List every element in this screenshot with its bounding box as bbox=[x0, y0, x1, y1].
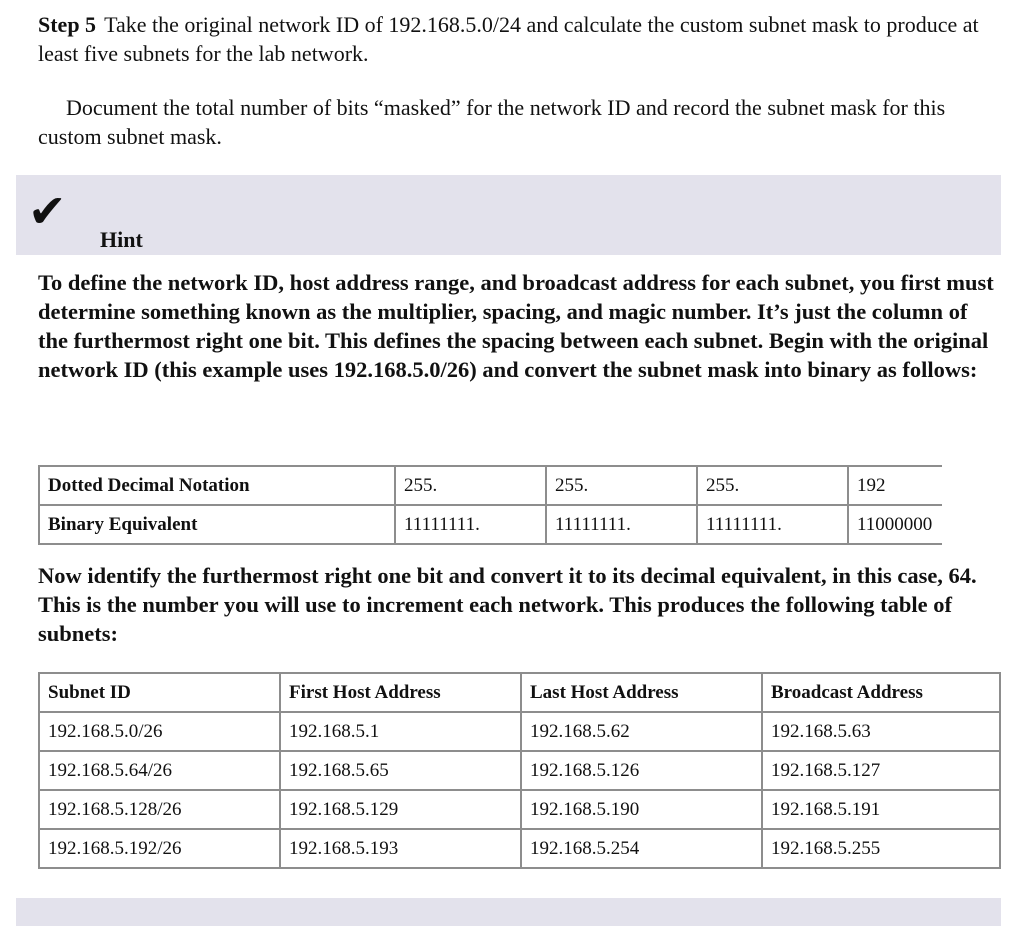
first-host-cell: 192.168.5.1 bbox=[280, 712, 521, 751]
first-host-cell: 192.168.5.193 bbox=[280, 829, 521, 868]
subnet-id-cell: 192.168.5.64/26 bbox=[39, 751, 280, 790]
broadcast-cell: 192.168.5.255 bbox=[762, 829, 1000, 868]
hint-text: To define the network ID, host address range, and broadcast address for each subnet, you first must determine something known as the multiplier, spacing, and magic number. It’s just the column of the furthermost right one bit. This defines the spacing between each subnet. Begin with the original network ID (this example uses 192.168.5.0/26) and convert the subnet mask into binary as follows: bbox=[38, 270, 994, 382]
table-row bbox=[39, 829, 1000, 868]
subnet-id-cell: 192.168.5.0/26 bbox=[39, 712, 280, 751]
hint-label: Hint bbox=[100, 227, 143, 252]
column-header: Last Host Address bbox=[521, 673, 762, 712]
last-host-cell: 192.168.5.254 bbox=[521, 829, 762, 868]
subnets-table bbox=[38, 672, 1001, 869]
row-label: Dotted Decimal Notation bbox=[39, 466, 395, 505]
step-text: Take the original network ID of 192.168.5.0/24 and calculate the custom subnet mask to produce at least five subnets for the lab network. bbox=[38, 12, 979, 66]
column-header: Broadcast Address bbox=[762, 673, 1000, 712]
subnet-id-cell: 192.168.5.192/26 bbox=[39, 829, 280, 868]
broadcast-cell: 192.168.5.63 bbox=[762, 712, 1000, 751]
row-label: Binary Equivalent bbox=[39, 505, 395, 544]
broadcast-cell: 192.168.5.191 bbox=[762, 790, 1000, 829]
document-instruction: Document the total number of bits “masked” for the network ID and record the subnet mask for this custom subnet mask. bbox=[38, 95, 946, 149]
step-5-instruction bbox=[38, 10, 998, 68]
table-row bbox=[39, 712, 1000, 751]
subnet-id-cell: 192.168.5.128/26 bbox=[39, 790, 280, 829]
bottom-banner bbox=[16, 898, 1001, 926]
octet-cell: 255. bbox=[546, 466, 697, 505]
last-host-cell: 192.168.5.62 bbox=[521, 712, 762, 751]
octet-cell: 255. bbox=[395, 466, 546, 505]
octet-cell: 192 bbox=[848, 466, 942, 505]
first-host-cell: 192.168.5.129 bbox=[280, 790, 521, 829]
octet-cell: 11111111. bbox=[546, 505, 697, 544]
table-header-row bbox=[39, 673, 1000, 712]
increment-text: Now identify the furthermost right one bit and convert it to its decimal equivalent, in this case, 64. This is the number you will use to increment each network. This produces the following table of subnets: bbox=[38, 563, 977, 646]
subnet-mask-table bbox=[38, 465, 942, 545]
octet-cell: 255. bbox=[697, 466, 848, 505]
first-host-cell: 192.168.5.65 bbox=[280, 751, 521, 790]
checkmark-icon: ✔ bbox=[28, 184, 67, 238]
column-header: First Host Address bbox=[280, 673, 521, 712]
octet-cell: 11111111. bbox=[395, 505, 546, 544]
last-host-cell: 192.168.5.126 bbox=[521, 751, 762, 790]
table-row bbox=[39, 505, 942, 544]
table-row bbox=[39, 466, 942, 505]
octet-cell: 11000000 bbox=[848, 505, 942, 544]
broadcast-cell: 192.168.5.127 bbox=[762, 751, 1000, 790]
last-host-cell: 192.168.5.190 bbox=[521, 790, 762, 829]
step-label: Step 5 bbox=[38, 12, 97, 37]
table-row bbox=[39, 790, 1000, 829]
table-row bbox=[39, 751, 1000, 790]
octet-cell: 11111111. bbox=[697, 505, 848, 544]
hint-banner bbox=[16, 175, 1001, 255]
column-header: Subnet ID bbox=[39, 673, 280, 712]
